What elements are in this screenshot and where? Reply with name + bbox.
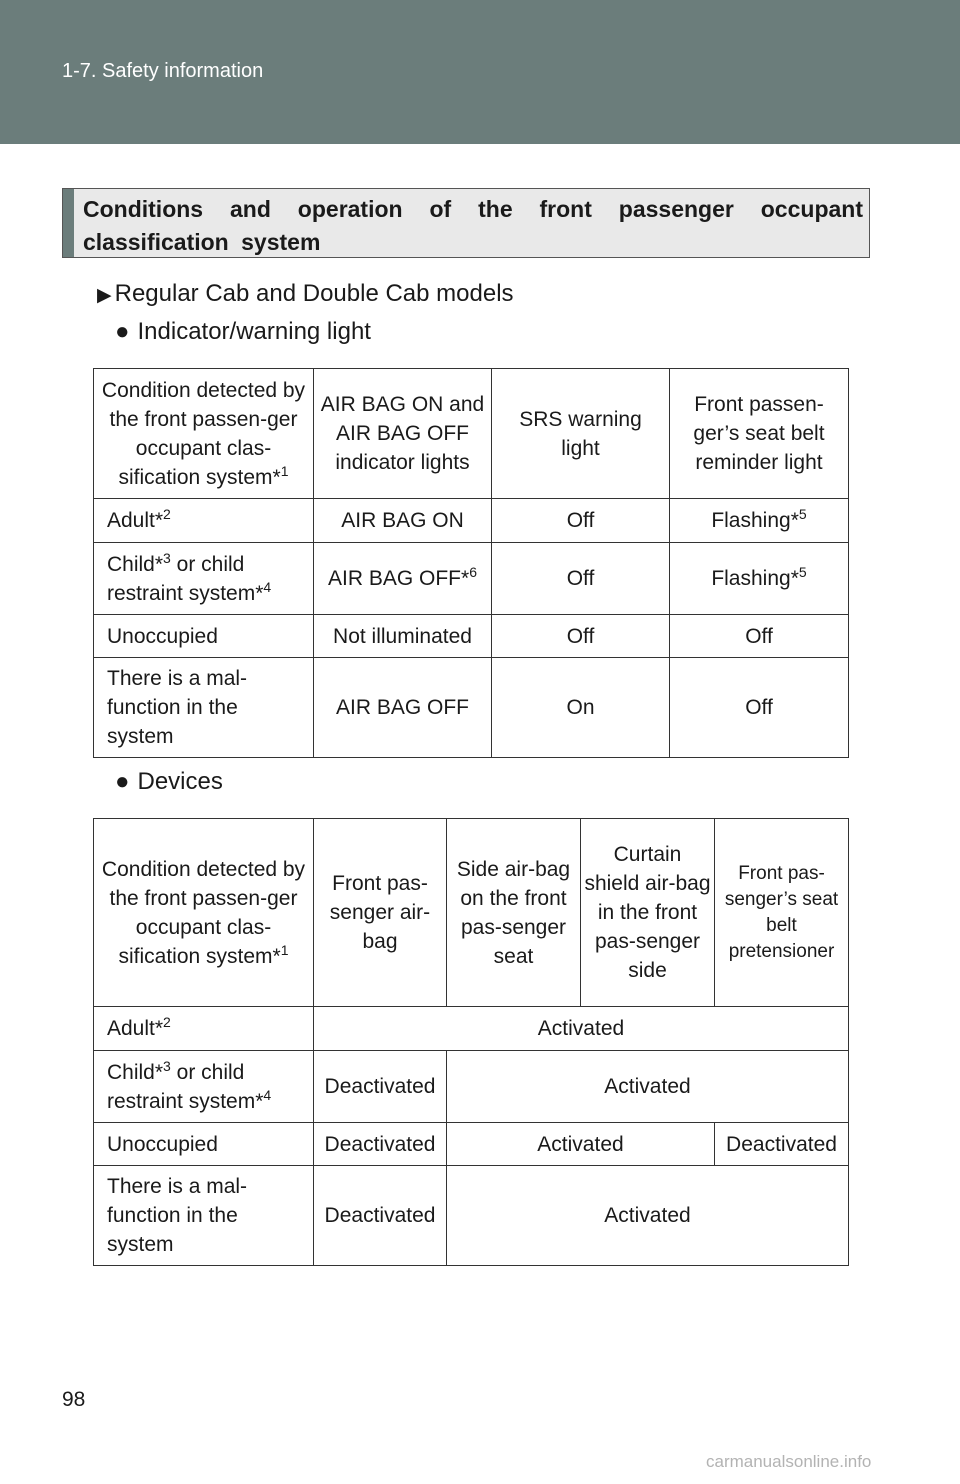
table-row	[94, 1123, 849, 1166]
subheading-text: Regular Cab and Double Cab models	[114, 280, 514, 307]
header-pretensioner: Front pas-senger’s seat belt pretensioner	[715, 819, 849, 1007]
devices-table	[93, 818, 849, 1266]
row-label-adult: Adult*$^2$	[94, 499, 314, 543]
bullet-indicator	[115, 318, 371, 346]
cell-front-airbag: Deactivated	[314, 1123, 447, 1166]
watermark: carmanualsonline.info	[706, 1452, 872, 1471]
header-condition: Condition detected by the front passen-ger occupant clas-sification system*$^1$	[94, 369, 314, 499]
table-header-row	[94, 369, 849, 499]
header-curtain-airbag: Curtain shield air-bag in the front pas-senger side	[581, 819, 715, 1007]
cell-belt: Flashing*$^5$	[670, 499, 849, 543]
table-row	[94, 1007, 849, 1051]
cell-other-devices: Activated	[447, 1051, 849, 1123]
model-subheading	[97, 280, 514, 308]
cell-front-airbag: Deactivated	[314, 1166, 447, 1266]
row-label-unoccupied: Unoccupied	[94, 615, 314, 658]
table-row	[94, 543, 849, 615]
cell-indicator: AIR BAG OFF*$^6$	[314, 543, 492, 615]
bullet-dot-icon: ●	[115, 768, 130, 795]
cell-srs: Off	[492, 615, 670, 658]
cell-indicator: AIR BAG OFF	[314, 658, 492, 758]
cell-side-curtain: Activated	[447, 1123, 715, 1166]
cell-belt: Flashing*$^5$	[670, 543, 849, 615]
header-condition: Condition detected by the front passen-ger occupant clas-sification system*$^1$	[94, 819, 314, 1007]
table-row	[94, 615, 849, 658]
cell-srs: Off	[492, 499, 670, 543]
row-label-unoccupied: Unoccupied	[94, 1123, 314, 1166]
row-label-malfunction: There is a mal-function in the system	[94, 1166, 314, 1266]
triangle-icon: ▶	[97, 285, 112, 306]
row-label-child: Child*$^3$ or child restraint system*$^4$	[94, 1051, 314, 1123]
table-row	[94, 499, 849, 543]
cell-other-devices: Activated	[447, 1166, 849, 1266]
header-front-airbag: Front pas-senger air-bag	[314, 819, 447, 1007]
header-band	[0, 0, 960, 144]
header-srs-warning: SRS warning light	[492, 369, 670, 499]
bullet-devices	[115, 768, 223, 796]
bullet-indicator-text: Indicator/warning light	[137, 318, 371, 345]
cell-indicator: Not illuminated	[314, 615, 492, 658]
cell-belt: Off	[670, 658, 849, 758]
cell-srs: On	[492, 658, 670, 758]
header-side-airbag: Side air-bag on the front pas-senger seat	[447, 819, 581, 1007]
indicator-table	[93, 368, 849, 758]
heading-accent-bar	[63, 189, 74, 257]
section-heading	[62, 188, 870, 258]
bullet-dot-icon: ●	[115, 318, 130, 345]
table-row	[94, 1051, 849, 1123]
header-indicator-lights: AIR BAG ON and AIR BAG OFF indicator lights	[314, 369, 492, 499]
table-header-row	[94, 819, 849, 1007]
section-title: 1-7. Safety information	[62, 60, 264, 82]
table-row	[94, 1166, 849, 1266]
row-label-adult: Adult*$^2$	[94, 1007, 314, 1051]
row-label-child: Child*$^3$ or child restraint system*$^4$	[94, 543, 314, 615]
cell-belt: Off	[670, 615, 849, 658]
header-seatbelt-reminder: Front passen-ger’s seat belt reminder light	[670, 369, 849, 499]
page-number: 98	[62, 1388, 86, 1411]
cell-srs: Off	[492, 543, 670, 615]
table-row	[94, 658, 849, 758]
heading-text: Conditions and operation of the front passenger occupant classification system	[83, 196, 863, 255]
cell-all-devices: Activated	[314, 1007, 849, 1051]
cell-pretensioner: Deactivated	[715, 1123, 849, 1166]
cell-front-airbag: Deactivated	[314, 1051, 447, 1123]
bullet-devices-text: Devices	[137, 768, 223, 795]
cell-indicator: AIR BAG ON	[314, 499, 492, 543]
row-label-malfunction: There is a mal-function in the system	[94, 658, 314, 758]
